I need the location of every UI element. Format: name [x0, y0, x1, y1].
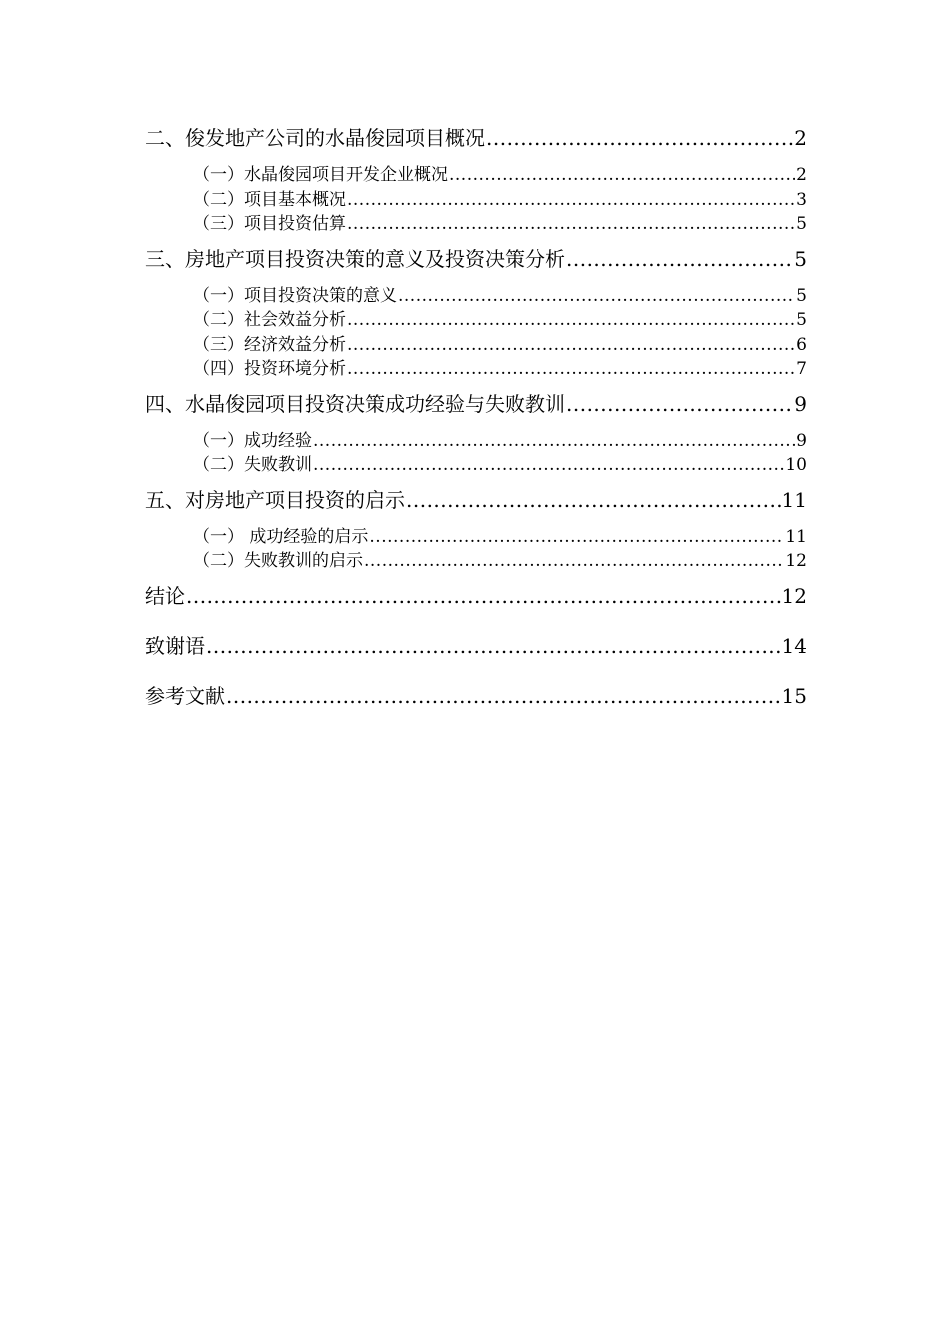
toc-dot-leader	[398, 284, 795, 309]
toc-dot-leader	[364, 549, 784, 574]
toc-entry-title: 二、俊发地产公司的水晶俊园项目概况	[145, 126, 485, 150]
toc-dot-leader	[566, 390, 793, 418]
toc-dot-leader	[566, 245, 793, 273]
toc-subentry-page: 2	[796, 165, 807, 185]
toc-dot-leader	[406, 486, 781, 514]
toc-subentry-5-2[interactable]	[145, 549, 807, 574]
toc-subentry-page: 5	[796, 285, 807, 306]
toc-entry-title: 三、房地产项目投资决策的意义及投资决策分析	[145, 246, 565, 271]
toc-subentry-3-3[interactable]	[145, 333, 807, 358]
toc-subentry-4-2[interactable]	[145, 453, 807, 478]
toc-entry-title: 五、对房地产项目投资的启示	[145, 487, 405, 512]
toc-entry-page: 9	[794, 391, 807, 416]
toc-entry-page: 11	[781, 487, 807, 512]
toc-entry-title: 结论	[145, 583, 185, 608]
toc-dot-leader	[486, 124, 793, 152]
toc-dot-leader	[347, 357, 795, 382]
toc-subentry-title: （一）项目投资决策的意义	[193, 285, 397, 306]
toc-subentry-5-1[interactable]	[145, 525, 807, 550]
toc-subentry-page: 11	[785, 526, 807, 547]
toc-subentry-page: 5	[796, 214, 807, 234]
toc-entry-references[interactable]	[145, 682, 807, 710]
toc-entry-title: 四、水晶俊园项目投资决策成功经验与失败教训	[145, 391, 565, 416]
toc-subentry-title: （三）经济效益分析	[193, 334, 346, 355]
toc-subentry-title: （四）投资环境分析	[193, 359, 346, 379]
toc-subentry-title: （二）失败教训	[193, 455, 312, 475]
toc-subentry-title: （一）水晶俊园项目开发企业概况	[193, 165, 448, 185]
toc-dot-leader	[186, 582, 781, 610]
toc-subentry-page: 12	[785, 551, 807, 571]
toc-entry-section-4[interactable]	[145, 390, 807, 418]
toc-entry-page: 2	[794, 126, 807, 150]
toc-entry-page: 15	[781, 683, 807, 708]
toc-subentry-3-2[interactable]	[145, 308, 807, 333]
toc-entry-page: 12	[781, 583, 807, 608]
toc-subentry-page: 10	[785, 455, 807, 475]
toc-dot-leader	[347, 212, 795, 237]
toc-entry-section-3[interactable]	[145, 245, 807, 273]
toc-subentry-title: （一） 成功经验的启示	[193, 526, 369, 547]
toc-subentry-title: （二）社会效益分析	[193, 310, 346, 330]
toc-subentry-2-1[interactable]	[145, 163, 807, 188]
toc-subentry-title: （一）成功经验	[193, 430, 312, 451]
toc-subentry-page: 7	[796, 359, 807, 379]
toc-subentry-title: （三）项目投资估算	[193, 214, 346, 234]
toc-dot-leader	[206, 632, 781, 660]
toc-dot-leader	[347, 308, 795, 333]
toc-subentry-page: 3	[796, 189, 807, 210]
toc-subentry-2-3[interactable]	[145, 212, 807, 237]
toc-entry-section-5[interactable]	[145, 486, 807, 514]
toc-entry-conclusion[interactable]	[145, 582, 807, 610]
toc-entry-title: 致谢语	[145, 633, 205, 658]
toc-dot-leader	[369, 525, 784, 550]
toc-dot-leader	[347, 333, 795, 358]
toc-dot-leader	[347, 188, 795, 213]
toc-subentry-page: 6	[796, 334, 807, 355]
toc-subentry-2-2[interactable]	[145, 188, 807, 213]
toc-subentry-title: （二）失败教训的启示	[193, 551, 363, 571]
toc-entry-title: 参考文献	[145, 683, 225, 708]
toc-dot-leader	[226, 682, 781, 710]
toc-subentry-page: 9	[796, 430, 807, 451]
toc-subentry-page: 5	[796, 310, 807, 330]
toc-dot-leader	[449, 163, 795, 188]
table-of-contents	[145, 124, 807, 710]
toc-dot-leader	[313, 429, 795, 454]
toc-subentry-4-1[interactable]	[145, 429, 807, 454]
toc-entry-page: 5	[794, 246, 807, 271]
toc-subentry-3-4[interactable]	[145, 357, 807, 382]
toc-dot-leader	[313, 453, 784, 478]
toc-subentry-title: （二）项目基本概况	[193, 189, 346, 210]
toc-entry-page: 14	[781, 633, 807, 658]
toc-subentry-3-1[interactable]	[145, 284, 807, 309]
toc-entry-section-2[interactable]	[145, 124, 807, 152]
toc-entry-acknowledgements[interactable]	[145, 632, 807, 660]
